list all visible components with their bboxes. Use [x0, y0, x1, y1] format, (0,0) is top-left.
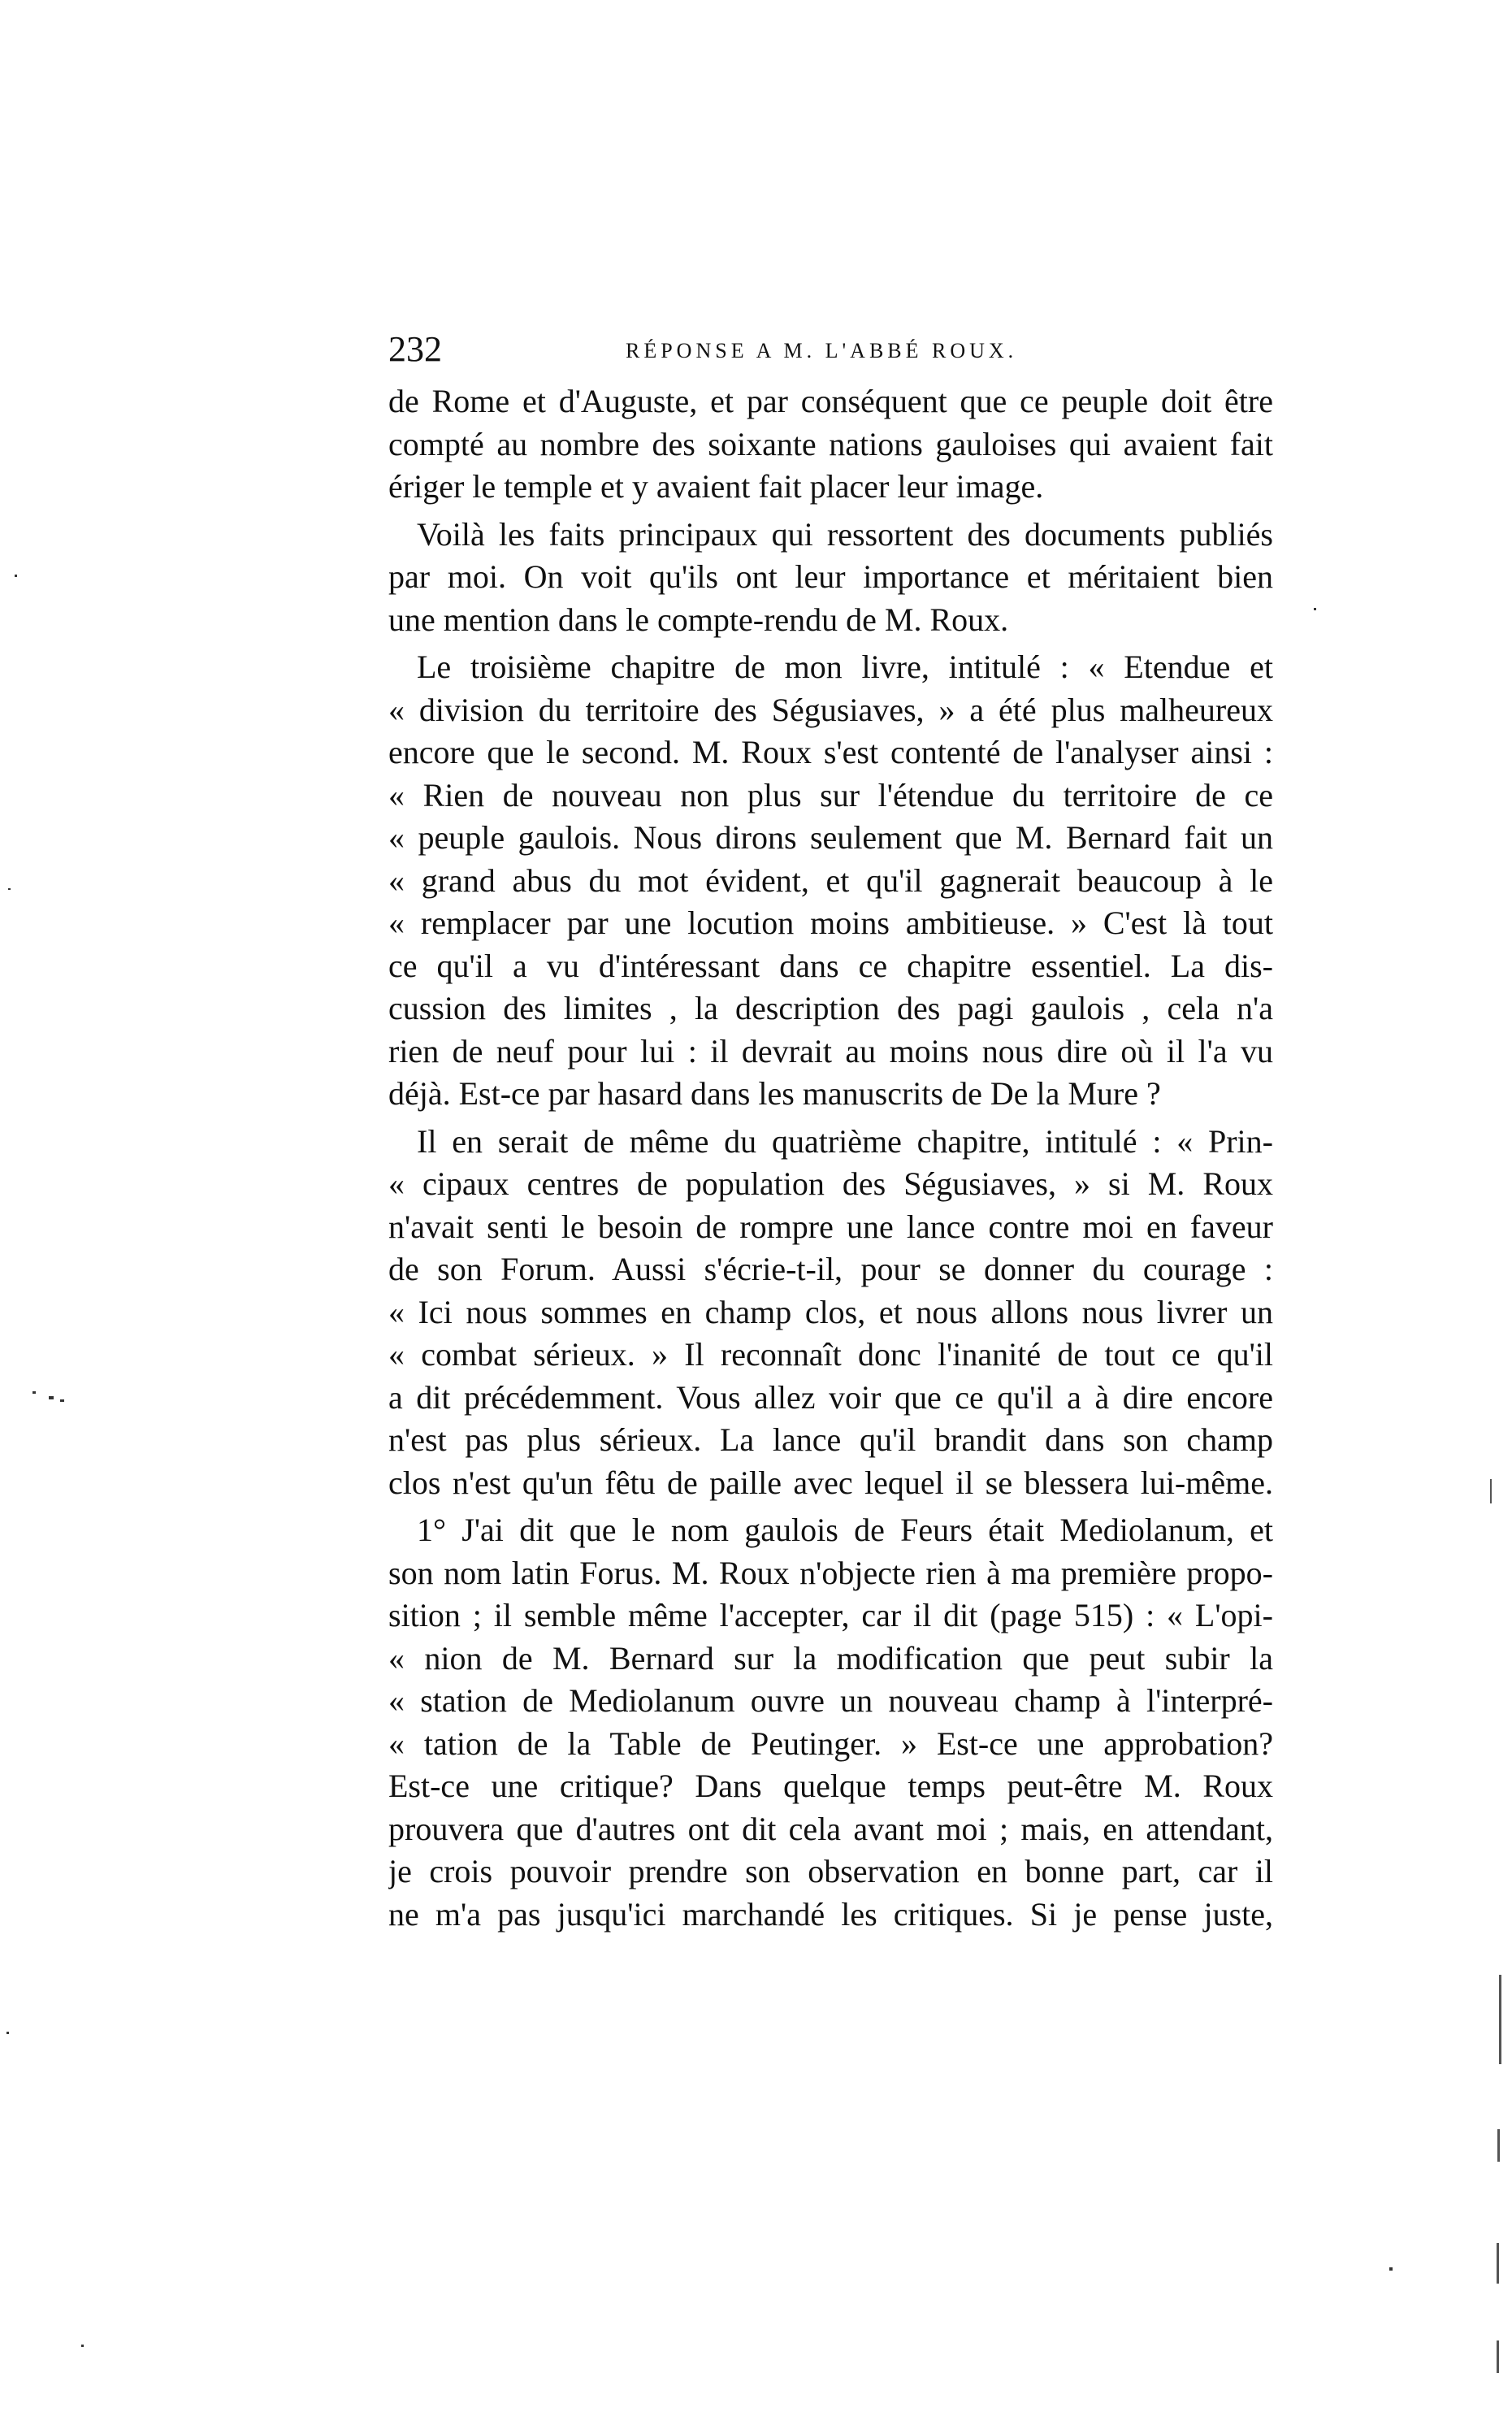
text-line: sition ; il semble même l'accepter, car il dit (page 515) : « L'opi- — [388, 1597, 1273, 1633]
text-line: « Rien de nouveau non plus sur l'étendue du territoire de ce — [388, 776, 1273, 813]
text-line: 1° J'ai dit que le nom gaulois de Feurs était Mediolanum, et — [417, 1512, 1273, 1548]
text-line: « Ici nous sommes en champ clos, et nous allons nous livrer un — [388, 1293, 1273, 1330]
scan-edge-mark — [1490, 1479, 1492, 1503]
text-line: rien de neuf pour lui : il devrait au moins nous dire où il l'a vu — [388, 1032, 1273, 1069]
running-header — [388, 327, 1282, 375]
body-text — [388, 380, 1273, 1936]
text-line: Le troisième chapitre de mon livre, intitulé : « Etendue et — [417, 649, 1273, 685]
text-line: prouvera que d'autres ont dit cela avant moi ; mais, en attendant, — [388, 1810, 1273, 1847]
text-line: je crois pouvoir prendre son observation en bonne part, car il — [388, 1853, 1273, 1889]
running-title: RÉPONSE A M. L'ABBÉ ROUX. — [626, 339, 1018, 362]
text-line: « remplacer par une locution moins ambitieuse. » C'est là tout — [388, 904, 1273, 941]
text-line: « peuple gaulois. Nous dirons seulement que M. Bernard fait un — [388, 819, 1273, 856]
scan-speck — [60, 1399, 64, 1402]
text-line: ériger le temple et y avaient fait placer leur image. — [388, 468, 1044, 505]
text-line: n'est pas plus sérieux. La lance qu'il brandit dans son champ — [388, 1421, 1273, 1458]
text-line: Est-ce une critique? Dans quelque temps peut-être M. Roux — [388, 1768, 1273, 1804]
text-line: « division du territoire des Ségusiaves, » a été plus malheureux — [388, 691, 1273, 728]
scan-edge-mark — [1499, 1975, 1501, 2064]
scan-speck — [6, 2032, 9, 2034]
scan-speck — [15, 575, 17, 577]
scan-speck — [81, 2345, 84, 2347]
text-line: de son Forum. Aussi s'écrie-t-il, pour se donner du courage : — [388, 1251, 1273, 1287]
scan-speck — [49, 1396, 54, 1399]
text-line: « station de Mediolanum ouvre un nouveau champ à l'interpré- — [388, 1682, 1273, 1719]
text-line: « combat sérieux. » Il reconnaît donc l'inanité de tout ce qu'il — [388, 1336, 1273, 1373]
text-line: clos n'est qu'un fêtu de paille avec lequel il se blessera lui-même. — [388, 1464, 1273, 1501]
scan-edge-mark — [1497, 2340, 1499, 2373]
text-line: « tation de la Table de Peutinger. » Est-ce une approbation? — [388, 1724, 1273, 1762]
text-line: Voilà les faits principaux qui ressortent des documents publiés — [417, 515, 1273, 553]
page-number: 232 — [388, 329, 442, 369]
text-line: ne m'a pas jusqu'ici marchandé les critiques. Si je pense juste, — [388, 1895, 1273, 1933]
text-line: compté au nombre des soixante nations gauloises qui avaient fait — [388, 425, 1273, 462]
scan-edge-mark — [1497, 2243, 1499, 2284]
text-line: une mention dans le compte-rendu de M. Roux. — [388, 601, 1009, 638]
text-line: « nion de M. Bernard sur la modification que peut subir la — [388, 1639, 1273, 1677]
text-line: de Rome et d'Auguste, et par conséquent que ce peuple doit être — [388, 383, 1273, 419]
text-line: déjà. Est-ce par hasard dans les manuscrits de De la Mure ? — [388, 1075, 1161, 1112]
text-line: « cipaux centres de population des Ségusiaves, » si M. Roux — [388, 1165, 1273, 1202]
scan-speck — [1314, 608, 1316, 610]
text-line: a dit précédemment. Vous allez voir que ce qu'il a à dire encore — [388, 1378, 1273, 1416]
text-line: son nom latin Forus. M. Roux n'objecte rien à ma première propo- — [388, 1554, 1273, 1591]
text-line: par moi. On voit qu'ils ont leur importance et méritaient bien — [388, 558, 1273, 595]
scan-speck — [32, 1391, 36, 1394]
text-line: n'avait senti le besoin de rompre une lance contre moi en faveur — [388, 1208, 1273, 1245]
text-line: cussion des limites , la description des pagi gaulois , cela n'a — [388, 990, 1273, 1026]
text-line: Il en serait de même du quatrième chapitre, intitulé : « Prin- — [417, 1122, 1273, 1160]
scan-speck — [1389, 2267, 1393, 2271]
text-line: encore que le second. M. Roux s'est contenté de l'analyser ainsi : — [388, 734, 1273, 770]
text-line: ce qu'il a vu d'intéressant dans ce chapitre essentiel. La dis- — [388, 947, 1273, 984]
scan-edge-mark — [1497, 2129, 1500, 2162]
text-line: « grand abus du mot évident, et qu'il gagnerait beaucoup à le — [388, 861, 1273, 899]
scan-speck — [8, 888, 11, 890]
